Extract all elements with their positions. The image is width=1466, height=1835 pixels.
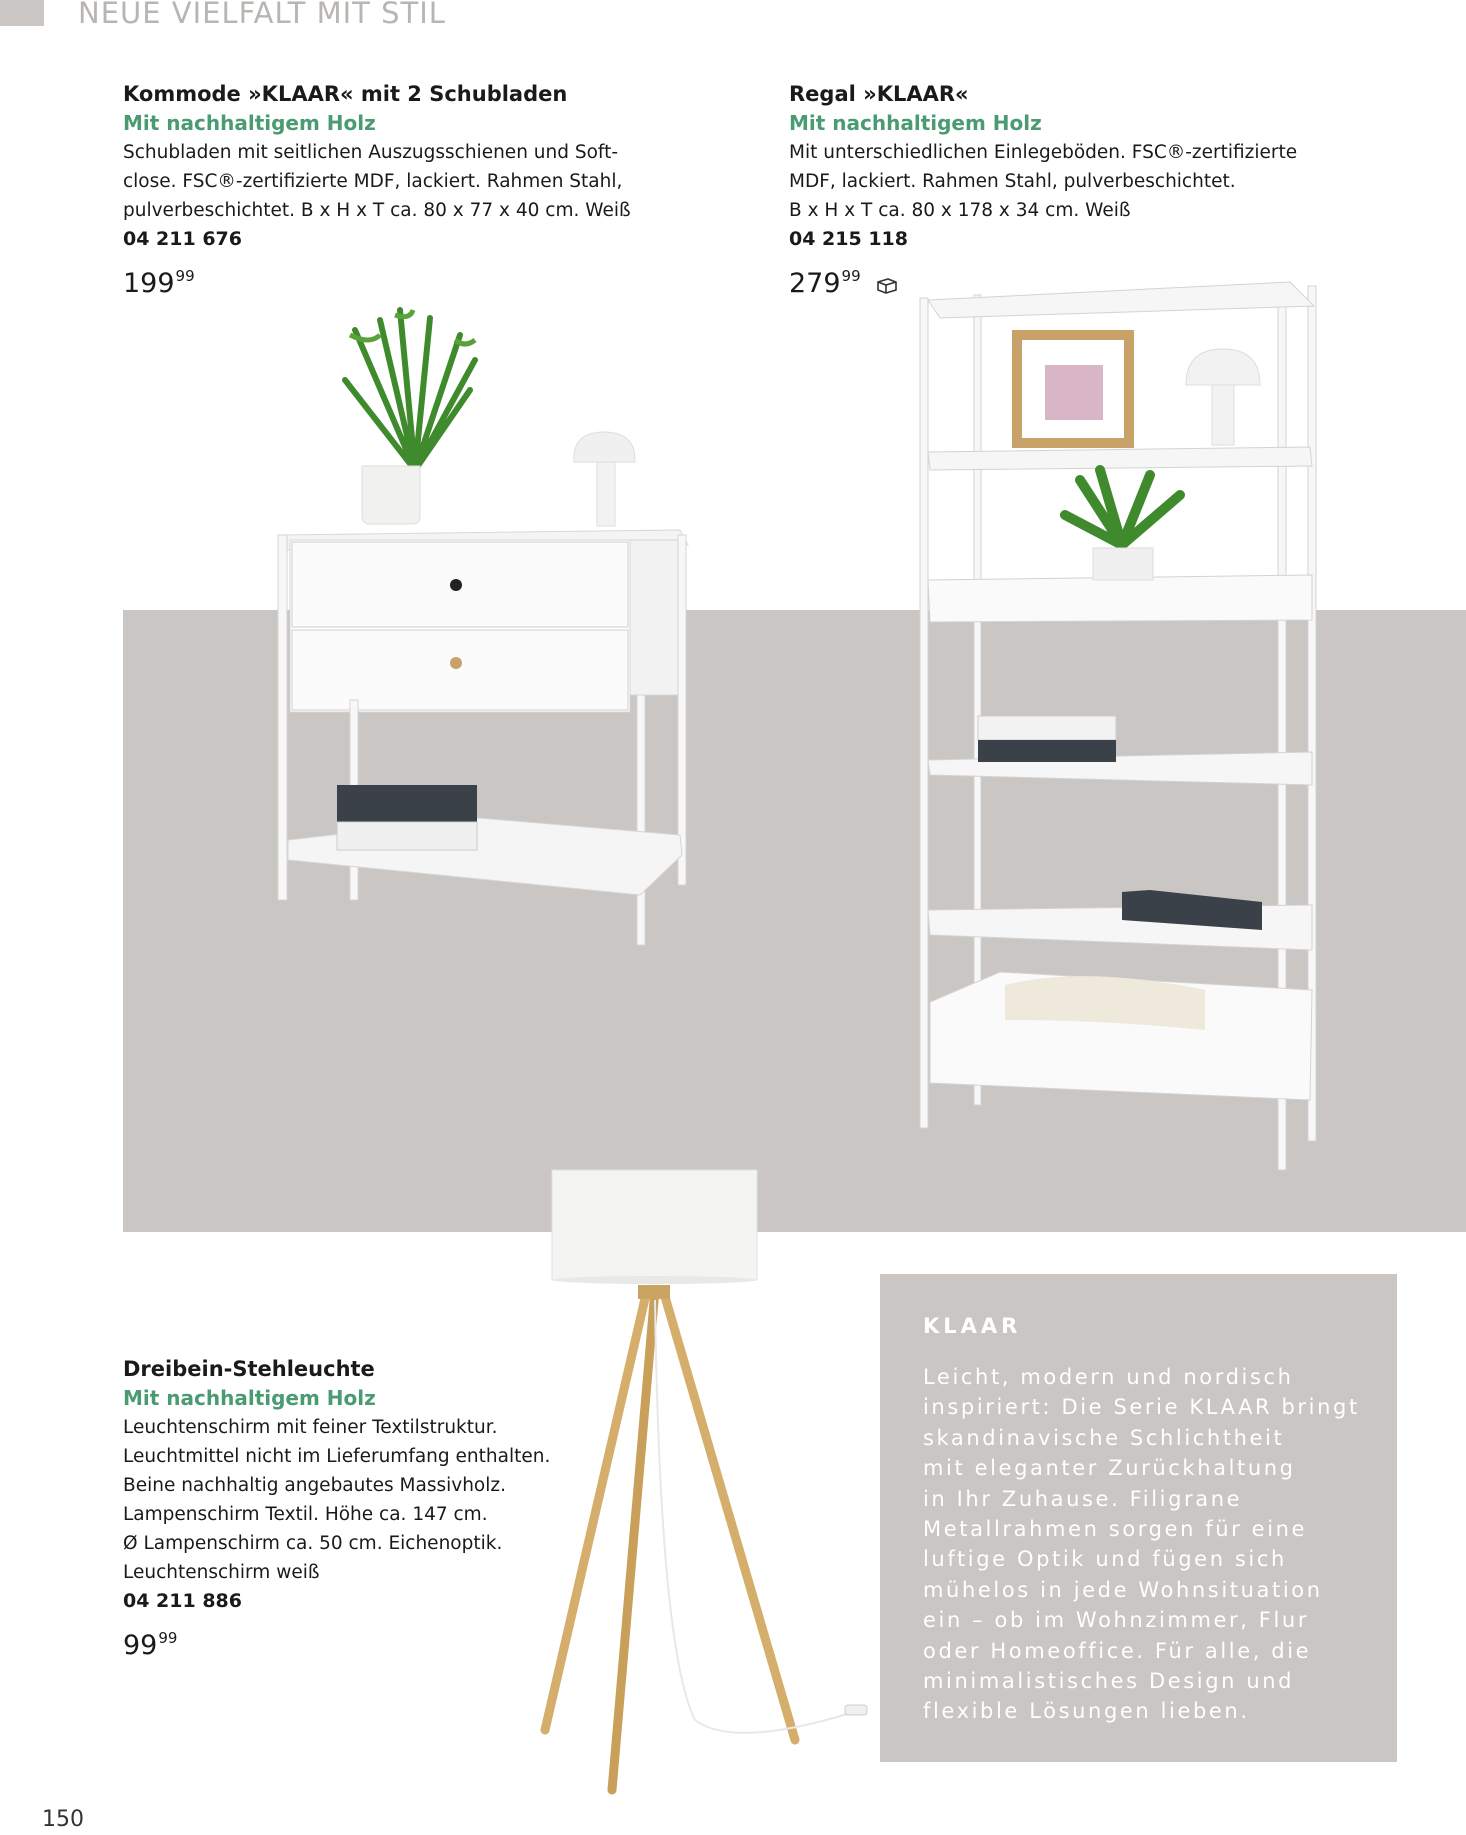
kommode-lamp: [574, 432, 635, 526]
article-number: 04 211 886: [123, 1590, 242, 1612]
info-line: Metallrahmen sorgen für eine: [923, 1517, 1308, 1542]
product-description-line: pulverbeschichtet. B x H x T ca. 80 x 77 x 40 cm. Weiß: [123, 200, 631, 221]
info-line: mit eleganter Zurückhaltung: [923, 1456, 1296, 1481]
kommode-image: [278, 310, 688, 945]
product-regal: [789, 80, 1349, 300]
product-subtitle: Mit nachhaltigem Holz: [123, 1386, 376, 1410]
price-main: 199: [123, 268, 175, 299]
article-number: 04 215 118: [789, 228, 908, 250]
info-line: mühelos in jede Wohnsituation: [923, 1577, 1323, 1602]
product-description-line: Ø Lampenschirm ca. 50 cm. Eichenoptik.: [123, 1533, 503, 1554]
product-subtitle: Mit nachhaltigem Holz: [123, 111, 376, 135]
delivery-box-icon: [875, 276, 899, 294]
product-title: Regal »KLAAR«: [789, 82, 969, 106]
product-price: [789, 260, 1349, 300]
product-description-line: Leuchtenschirm mit feiner Textilstruktur.: [123, 1417, 498, 1438]
product-title: Kommode »KLAAR« mit 2 Schubladen: [123, 82, 568, 106]
info-line: flexible Lösungen lieben.: [923, 1699, 1250, 1724]
kommode-plant: [345, 310, 475, 524]
info-line: skandinavische Schlichtheit: [923, 1425, 1285, 1450]
product-kommode: [123, 80, 683, 300]
price-cents: 99: [175, 267, 195, 285]
product-description-line: Beine nachhaltig angebautes Massivholz.: [123, 1475, 506, 1496]
klaar-info-box: [880, 1274, 1397, 1762]
info-line: minimalistisches Design und: [923, 1669, 1295, 1694]
product-price: [123, 260, 683, 300]
product-description-line: B x H x T ca. 80 x 178 x 34 cm. Weiß: [789, 200, 1131, 221]
product-description-line: Lampenschirm Textil. Höhe ca. 147 cm.: [123, 1504, 488, 1525]
page-number: 150: [42, 1807, 84, 1832]
product-subtitle: Mit nachhaltigem Holz: [789, 111, 1042, 135]
info-line: in Ihr Zuhause. Filigrane: [923, 1486, 1243, 1511]
product-description-line: MDF, lackiert. Rahmen Stahl, pulverbeschichtet.: [789, 171, 1236, 192]
product-lamp: [123, 1355, 683, 1662]
product-description-line: Schubladen mit seitlichen Auszugsschienen und Soft-: [123, 142, 619, 163]
product-description-line: Mit unterschiedlichen Einlegeböden. FSC®-zertifizierte: [789, 142, 1298, 163]
price-main: 99: [123, 1630, 158, 1661]
info-line: ein – ob im Wohnzimmer, Flur: [923, 1608, 1310, 1633]
price-cents: 99: [841, 267, 861, 285]
info-line: inspiriert: Die Serie KLAAR bringt: [923, 1395, 1360, 1420]
regal-image: [920, 282, 1316, 1170]
price-cents: 99: [158, 1629, 178, 1647]
product-price: [123, 1622, 683, 1662]
info-title: KLAAR: [923, 1314, 1022, 1338]
product-description-line: close. FSC®-zertifizierte MDF, lackiert. Rahmen Stahl,: [123, 171, 623, 192]
article-number: 04 211 676: [123, 228, 242, 250]
info-line: Leicht, modern und nordisch: [923, 1365, 1294, 1389]
info-body: [923, 1362, 1360, 1727]
info-line: luftige Optik und fügen sich: [923, 1547, 1287, 1572]
price-main: 279: [789, 268, 841, 299]
product-title: Dreibein-Stehleuchte: [123, 1357, 375, 1381]
page-header-title: NEUE VIELFALT MIT STIL: [78, 0, 446, 30]
product-description-line: Leuchtmittel nicht im Lieferumfang enthalten.: [123, 1446, 551, 1467]
info-line: oder Homeoffice. Für alle, die: [923, 1638, 1312, 1663]
product-description-line: Leuchtenschirm weiß: [123, 1562, 320, 1583]
